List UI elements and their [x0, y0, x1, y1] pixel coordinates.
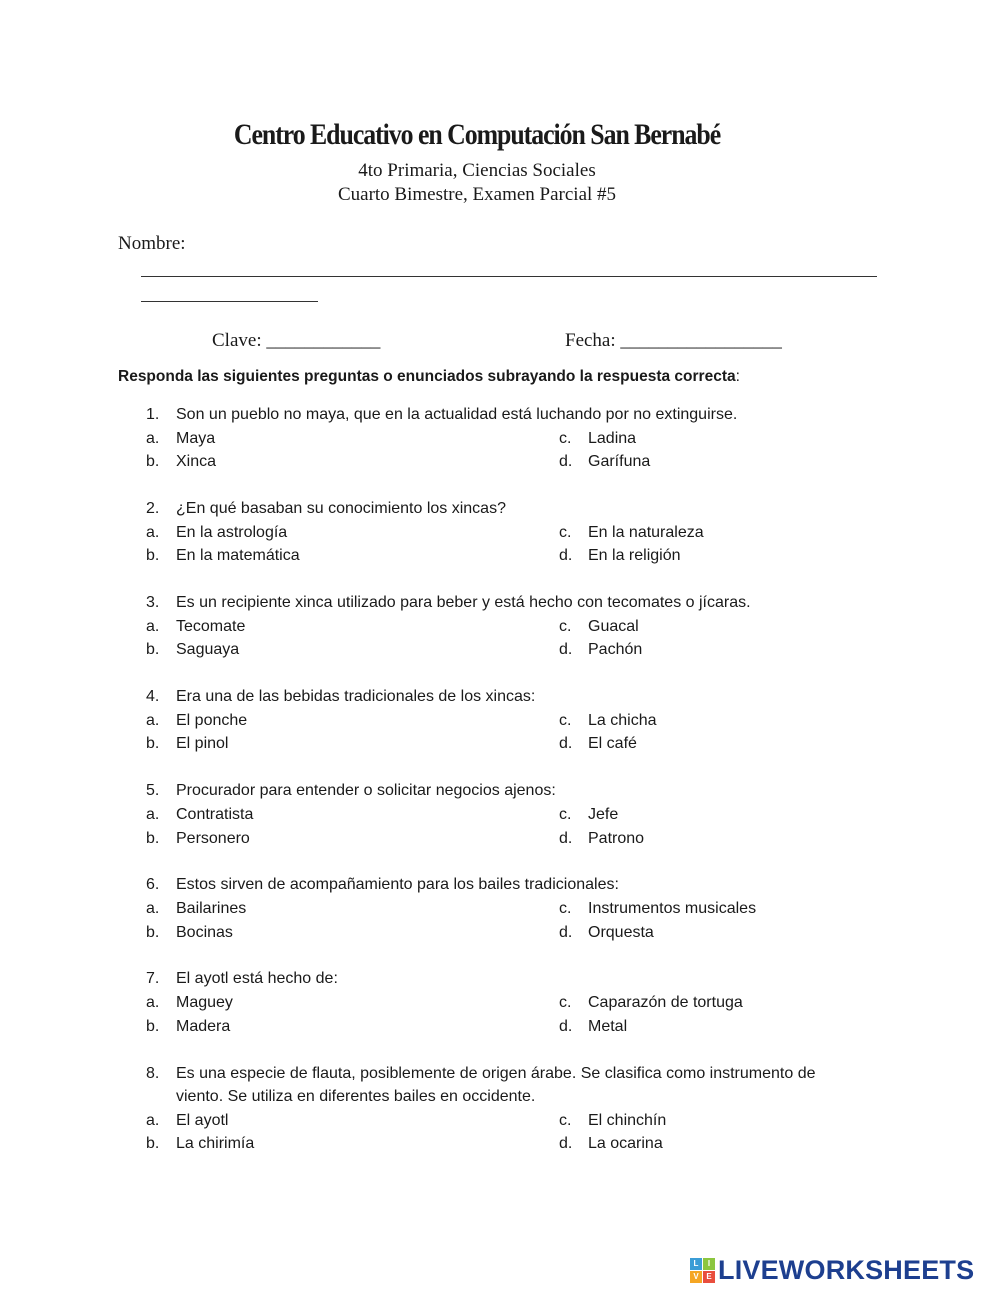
option-b[interactable]: En la matemática: [176, 547, 300, 565]
option-c[interactable]: Instrumentos musicales: [588, 899, 757, 917]
option-d[interactable]: El café: [588, 735, 637, 753]
option-label-d: d.: [559, 735, 573, 753]
option-c[interactable]: Guacal: [588, 617, 639, 635]
question-8: [0, 1062, 1000, 1156]
logo-mark-letter: L: [690, 1258, 702, 1270]
option-a[interactable]: En la astrología: [176, 523, 288, 541]
option-label-c: c.: [559, 617, 572, 635]
option-b[interactable]: Xinca: [176, 453, 217, 471]
option-label-d: d.: [559, 1017, 573, 1035]
option-c[interactable]: Caparazón de tortuga: [588, 994, 743, 1012]
instructions: [118, 368, 740, 386]
option-label-d: d.: [559, 1135, 573, 1153]
question-number: 2.: [146, 500, 160, 518]
option-a[interactable]: El ayotl: [176, 1111, 229, 1129]
logo-text: LIVEWORKSHEETS: [718, 1254, 975, 1285]
option-label-a: a.: [146, 805, 160, 823]
option-label-a: a.: [146, 711, 160, 729]
option-d[interactable]: La ocarina: [588, 1135, 663, 1153]
option-label-d: d.: [559, 547, 573, 565]
school-title: Centro Educativo en Computación San Bernabé: [233, 118, 721, 151]
exam-subtitle: Cuarto Bimestre, Examen Parcial #5: [337, 184, 617, 205]
question-4: [0, 685, 1000, 756]
logo-mark-icon: [690, 1258, 715, 1283]
question-text: Estos sirven de acompañamiento para los bailes tradicionales:: [176, 876, 619, 894]
option-label-c: c.: [559, 994, 572, 1012]
option-label-a: a.: [146, 1111, 160, 1129]
option-label-b: b.: [146, 641, 160, 659]
option-d[interactable]: Orquesta: [588, 923, 654, 941]
option-label-c: c.: [559, 1111, 572, 1129]
question-number: 7.: [146, 970, 160, 988]
nombre-label: Nombre:: [118, 233, 186, 254]
option-a[interactable]: Tecomate: [176, 617, 246, 635]
option-label-d: d.: [559, 453, 573, 471]
instructions-text: Responda las siguientes preguntas o enunciados subrayando la respuesta correcta: [118, 368, 736, 385]
logo-mark-letter: E: [703, 1271, 715, 1283]
option-a[interactable]: Bailarines: [176, 899, 247, 917]
option-a[interactable]: Maya: [176, 429, 216, 447]
nombre-line-1[interactable]: [141, 276, 877, 277]
option-label-b: b.: [146, 1017, 160, 1035]
question-text: Es una especie de flauta, posiblemente de origen árabe. Se clasifica como instrumento de viento. Se utiliza en diferentes bailes en occidente.: [176, 1064, 816, 1106]
option-label-c: c.: [559, 805, 572, 823]
option-b[interactable]: Madera: [176, 1017, 231, 1035]
option-label-d: d.: [559, 923, 573, 941]
logo-mark-letter: I: [703, 1258, 715, 1270]
option-b[interactable]: La chirimía: [176, 1135, 255, 1153]
option-label-a: a.: [146, 899, 160, 917]
question-text: ¿En qué basaban su conocimiento los xincas?: [176, 500, 506, 518]
option-b[interactable]: Bocinas: [176, 923, 233, 941]
option-b[interactable]: Personero: [176, 829, 250, 847]
question-list: [0, 403, 1000, 1179]
option-c[interactable]: Ladina: [588, 429, 637, 447]
option-a[interactable]: Contratista: [176, 805, 254, 823]
question-3: [0, 591, 1000, 662]
question-6: [0, 873, 1000, 944]
option-label-b: b.: [146, 735, 160, 753]
option-b[interactable]: El pinol: [176, 735, 229, 753]
option-label-b: b.: [146, 829, 160, 847]
option-label-b: b.: [146, 453, 160, 471]
clave-field[interactable]: Clave: ____________: [212, 330, 381, 351]
question-number: 5.: [146, 782, 160, 800]
option-label-a: a.: [146, 617, 160, 635]
option-a[interactable]: Maguey: [176, 994, 233, 1012]
option-label-d: d.: [559, 829, 573, 847]
question-number: 1.: [146, 406, 160, 423]
question-number: 6.: [146, 876, 160, 894]
option-c[interactable]: En la naturaleza: [588, 523, 704, 541]
option-b[interactable]: Saguaya: [176, 641, 240, 659]
option-c[interactable]: La chicha: [588, 711, 657, 729]
option-c[interactable]: El chinchín: [588, 1111, 667, 1129]
question-number: 3.: [146, 594, 160, 612]
logo-mark-letter: V: [690, 1271, 702, 1283]
question-number: 8.: [146, 1064, 160, 1082]
liveworksheets-logo: [690, 1255, 974, 1285]
option-d[interactable]: Pachón: [588, 641, 643, 659]
option-label-c: c.: [559, 899, 572, 917]
nombre-line-2[interactable]: [141, 301, 318, 302]
course-subtitle: 4to Primaria, Ciencias Sociales: [358, 160, 596, 181]
option-d[interactable]: Patrono: [588, 829, 645, 847]
question-text: Era una de las bebidas tradicionales de los xincas:: [176, 688, 536, 706]
option-label-d: d.: [559, 641, 573, 659]
option-d[interactable]: En la religión: [588, 547, 681, 565]
option-label-b: b.: [146, 1135, 160, 1153]
option-label-b: b.: [146, 923, 160, 941]
question-number: 4.: [146, 688, 160, 706]
option-d[interactable]: Metal: [588, 1017, 628, 1035]
question-text: Es un recipiente xinca utilizado para beber y está hecho con tecomates o jícaras.: [176, 594, 751, 612]
option-label-a: a.: [146, 994, 160, 1012]
option-label-b: b.: [146, 547, 160, 565]
question-5: [0, 779, 1000, 850]
question-1: [0, 403, 1000, 474]
instructions-suffix: :: [735, 368, 740, 385]
option-a[interactable]: El ponche: [176, 711, 248, 729]
question-text: El ayotl está hecho de:: [176, 970, 338, 988]
question-7: [0, 967, 1000, 1038]
option-c[interactable]: Jefe: [588, 805, 619, 823]
option-d[interactable]: Garífuna: [588, 453, 651, 471]
fecha-field[interactable]: Fecha: _________________: [565, 330, 782, 351]
option-label-c: c.: [559, 711, 572, 729]
question-text: Son un pueblo no maya, que en la actualidad está luchando por no extinguirse.: [176, 406, 738, 423]
option-label-c: c.: [559, 429, 572, 447]
option-label-a: a.: [146, 429, 160, 447]
question-2: [0, 497, 1000, 568]
question-text: Procurador para entender o solicitar negocios ajenos:: [176, 782, 556, 800]
option-label-c: c.: [559, 523, 572, 541]
option-label-a: a.: [146, 523, 160, 541]
